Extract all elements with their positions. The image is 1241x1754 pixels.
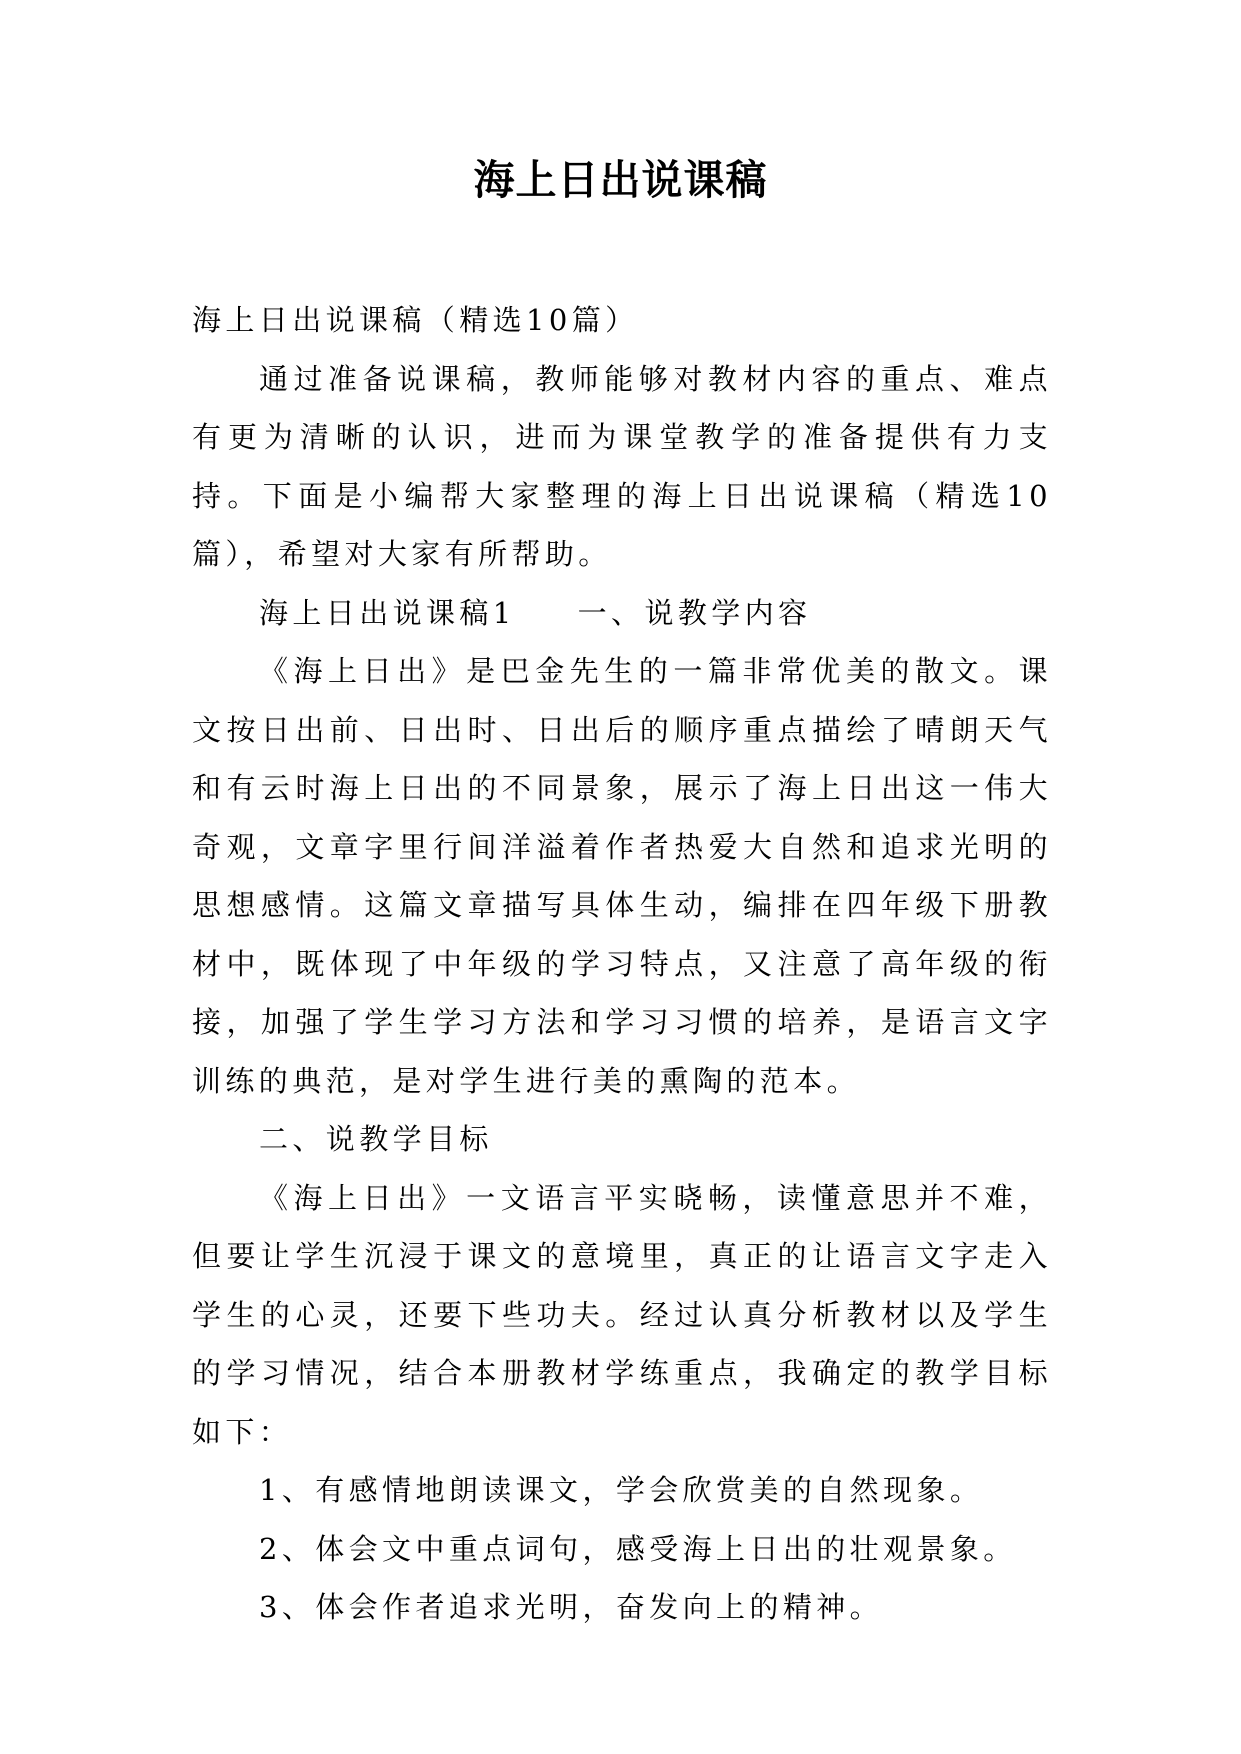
section1-heading-line — [192, 584, 1052, 643]
document-title: 海上日出说课稿 — [473, 156, 768, 204]
section1-heading: 海上日出说课稿1 — [259, 595, 516, 630]
document-body — [192, 291, 1052, 1637]
section2-heading: 二、说教学目标 — [259, 1122, 493, 1156]
section1-subheading: 一、说教学内容 — [577, 595, 812, 630]
document-subtitle: 海上日出说课稿（精选10篇） — [192, 303, 639, 337]
goals-paragraph: 《海上日出》一文语言平实晓畅，读懂意思并不难，但要让学生沉浸于课文的意境里，真正的让语言文字走入学生的心灵，还要下些功夫。经过认真分析教材以及学生的学习情况，结合本册教材学练重点，我确定的教学目标如下： — [192, 1180, 1052, 1449]
goal-item-2: 2、体会文中重点词句，感受海上日出的壮观景象。 — [259, 1531, 1017, 1566]
content-paragraph: 《海上日出》是巴金先生的一篇非常优美的散文。课文按日出前、日出时、日出后的顺序重点描绘了晴朗天气和有云时海上日出的不同景象，展示了海上日出这一伟大奇观，文章字里行间洋溢着作者热爱大自然和追求光明的思想感情。这篇文章描写具体生动，编排在四年级下册教材中，既体现了中年级的学习特点，又注意了高年级的衔接，加强了学生学习方法和学习习惯的培养，是语言文字训练的典范，是对学生进行美的熏陶的范本。 — [192, 654, 1052, 1098]
goal-item-3: 3、体会作者追求光明，奋发向上的精神。 — [259, 1590, 884, 1624]
goal-item-1: 1、有感情地朗读课文，学会欣赏美的自然现象。 — [259, 1473, 984, 1507]
intro-paragraph: 通过准备说课稿，教师能够对教材内容的重点、难点有更为清晰的认识，进而为课堂教学的准备提供有力支持。下面是小编帮大家整理的海上日出说课稿（精选10篇），希望对大家有所帮助。 — [192, 361, 1052, 571]
